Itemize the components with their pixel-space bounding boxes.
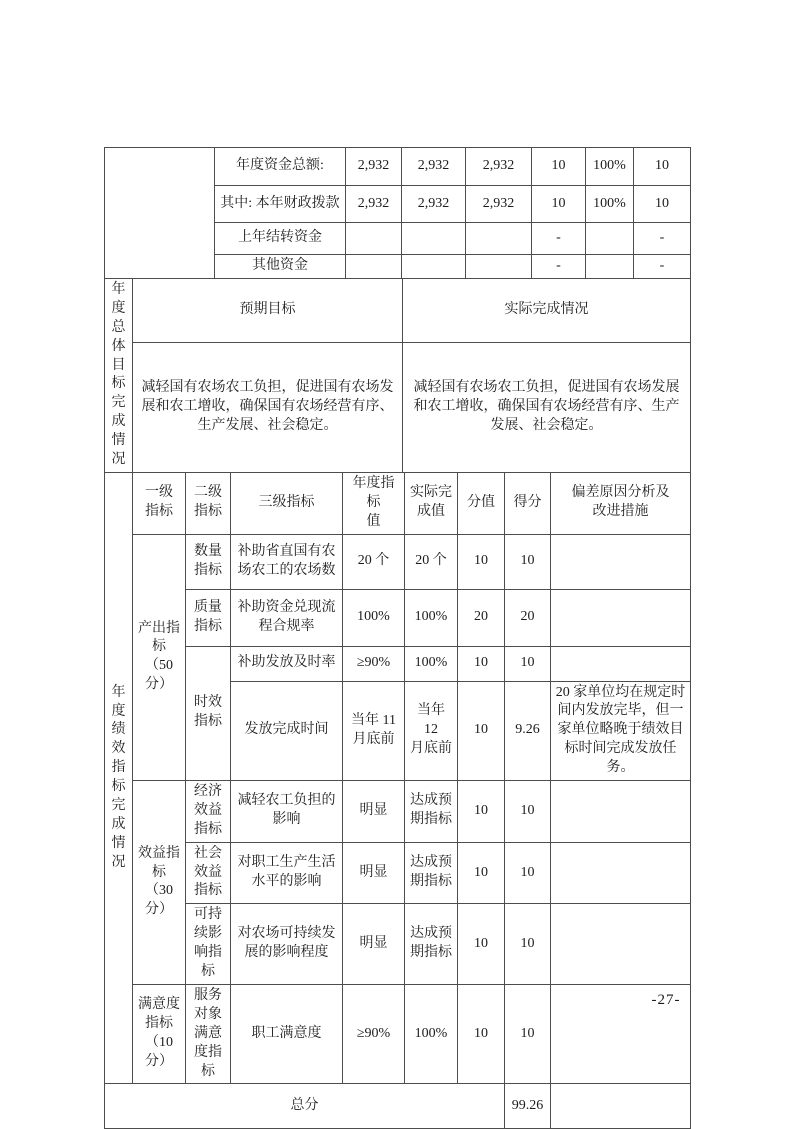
funding-budget: 2,932 <box>346 148 402 186</box>
level3-cell: 对农场可持续发 展的影响程度 <box>231 904 343 985</box>
funding-actual <box>466 255 532 279</box>
funding-score: - <box>634 223 691 255</box>
funding-rate: 100% <box>586 148 634 186</box>
funding-budget <box>346 255 402 279</box>
indicators-section <box>104 472 691 1129</box>
points-header: 分值 <box>458 472 505 534</box>
actual-completion-text: 减轻国有农场农工负担，促进国有农场发展和农工增收，确保国有农场经营有序、生产发展、社会稳定。 <box>403 342 691 472</box>
funding-points: - <box>532 255 586 279</box>
funding-label: 其中: 本年财政拨款 <box>215 186 346 223</box>
funding-category-cell <box>105 148 215 279</box>
funding-actual <box>466 223 532 255</box>
funding-points: - <box>532 223 586 255</box>
score-cell: 20 <box>505 589 551 646</box>
points-cell: 10 <box>458 781 505 843</box>
score-cell: 10 <box>505 842 551 904</box>
level2-cell: 社会 效益 指标 <box>186 842 231 904</box>
funding-adjusted <box>402 255 466 279</box>
level3-cell: 补助发放及时率 <box>231 646 343 681</box>
level2-header: 二级 指标 <box>186 472 231 534</box>
level1-satisfaction-indicators: 满意度 指标 （10分） <box>133 984 186 1083</box>
level3-header: 三级指标 <box>231 472 343 534</box>
deviation-cell <box>551 534 691 589</box>
goal-content-row <box>105 342 691 472</box>
funding-rate <box>586 255 634 279</box>
indicator-row <box>105 646 691 681</box>
funding-points: 10 <box>532 148 586 186</box>
indicators-header-row <box>105 472 691 534</box>
total-score-label: 总分 <box>105 1084 505 1129</box>
level3-cell: 补助省直国有农 场农工的农场数 <box>231 534 343 589</box>
level2-cell: 可持 续影 响指 标 <box>186 904 231 985</box>
funding-adjusted: 2,932 <box>402 148 466 186</box>
level1-benefit-indicators: 效益指 标 （30分） <box>133 781 186 985</box>
actual-value-header: 实际完 成值 <box>405 472 458 534</box>
score-cell: 10 <box>505 646 551 681</box>
funding-label: 上年结转资金 <box>215 223 346 255</box>
level3-cell: 减轻农工负担的 影响 <box>231 781 343 843</box>
total-score-deviation-cell <box>551 1084 691 1129</box>
score-cell: 9.26 <box>505 681 551 780</box>
deviation-cell <box>551 646 691 681</box>
level3-cell: 发放完成时间 <box>231 681 343 780</box>
target-cell: 100% <box>343 589 405 646</box>
target-cell: 20 个 <box>343 534 405 589</box>
deviation-cell: 20 家单位均在规定时间内发放完毕，但一家单位略晚于绩效目标时间完成发放任务。 <box>551 681 691 780</box>
indicator-row <box>105 589 691 646</box>
points-cell: 10 <box>458 904 505 985</box>
total-score-value: 99.26 <box>505 1084 551 1129</box>
funding-budget <box>346 223 402 255</box>
deviation-cell <box>551 589 691 646</box>
indicators-section-label: 年度 绩效 指标 完成 情况 <box>105 472 133 1083</box>
deviation-header: 偏差原因分析及 改进措施 <box>551 472 691 534</box>
points-cell: 10 <box>458 681 505 780</box>
funding-score: 10 <box>634 148 691 186</box>
actual-cell: 20 个 <box>405 534 458 589</box>
actual-cell: 100% <box>405 646 458 681</box>
indicator-row <box>105 904 691 985</box>
indicator-row <box>105 984 691 1083</box>
target-cell: 明显 <box>343 904 405 985</box>
funding-label: 其他资金 <box>215 255 346 279</box>
score-cell: 10 <box>505 534 551 589</box>
points-cell: 10 <box>458 984 505 1083</box>
points-cell: 10 <box>458 534 505 589</box>
score-cell: 10 <box>505 904 551 985</box>
actual-cell: 达成预 期指标 <box>405 842 458 904</box>
points-cell: 20 <box>458 589 505 646</box>
funding-rate: 100% <box>586 186 634 223</box>
funding-rate <box>586 223 634 255</box>
target-cell: 明显 <box>343 842 405 904</box>
expected-goal-text: 减轻国有农场农工负担，促进国有农场发展和农工增收，确保国有农场经营有序、生产发展、社会稳定。 <box>133 342 403 472</box>
indicator-row <box>105 842 691 904</box>
level2-cell: 质量 指标 <box>186 589 231 646</box>
deviation-cell <box>551 904 691 985</box>
actual-completion-header: 实际完成情况 <box>403 279 691 343</box>
actual-cell: 达成预 期指标 <box>405 904 458 985</box>
level3-cell: 职工满意度 <box>231 984 343 1083</box>
funding-adjusted <box>402 223 466 255</box>
level3-cell: 补助资金兑现流 程合规率 <box>231 589 343 646</box>
actual-cell: 100% <box>405 984 458 1083</box>
level2-cell: 服务 对象 满意 度指 标 <box>186 984 231 1083</box>
score-header: 得分 <box>505 472 551 534</box>
funding-actual: 2,932 <box>466 148 532 186</box>
funding-points: 10 <box>532 186 586 223</box>
page-number: -27- <box>651 992 681 1008</box>
target-cell: ≥90% <box>343 984 405 1083</box>
actual-cell: 当年 12 月底前 <box>405 681 458 780</box>
funding-score: - <box>634 255 691 279</box>
funding-adjusted: 2,932 <box>402 186 466 223</box>
level2-cell: 数量 指标 <box>186 534 231 589</box>
funding-score: 10 <box>634 186 691 223</box>
annual-goal-section <box>104 278 691 473</box>
funding-budget: 2,932 <box>346 186 402 223</box>
expected-goal-header: 预期目标 <box>133 279 403 343</box>
level1-header: 一级 指标 <box>133 472 186 534</box>
indicator-row <box>105 534 691 589</box>
deviation-cell <box>551 842 691 904</box>
target-cell: 当年 11 月底前 <box>343 681 405 780</box>
level1-output-indicators: 产出指 标 （50分） <box>133 534 186 780</box>
funding-row <box>105 148 691 186</box>
target-value-header: 年度指标 值 <box>343 472 405 534</box>
score-cell: 10 <box>505 984 551 1083</box>
level2-cell: 经济 效益 指标 <box>186 781 231 843</box>
goal-section-label: 年度 总体 目标 完成 情况 <box>105 279 133 473</box>
actual-cell: 达成预 期指标 <box>405 781 458 843</box>
score-cell: 10 <box>505 781 551 843</box>
target-cell: 明显 <box>343 781 405 843</box>
funding-section <box>104 147 691 279</box>
indicator-row <box>105 781 691 843</box>
evaluation-table <box>104 147 690 1129</box>
deviation-cell <box>551 781 691 843</box>
level2-cell: 时效 指标 <box>186 646 231 780</box>
points-cell: 10 <box>458 646 505 681</box>
funding-actual: 2,932 <box>466 186 532 223</box>
total-score-row <box>105 1084 691 1129</box>
points-cell: 10 <box>458 842 505 904</box>
target-cell: ≥90% <box>343 646 405 681</box>
funding-label: 年度资金总额: <box>215 148 346 186</box>
level3-cell: 对职工生产生活 水平的影响 <box>231 842 343 904</box>
goal-header-row <box>105 279 691 343</box>
actual-cell: 100% <box>405 589 458 646</box>
